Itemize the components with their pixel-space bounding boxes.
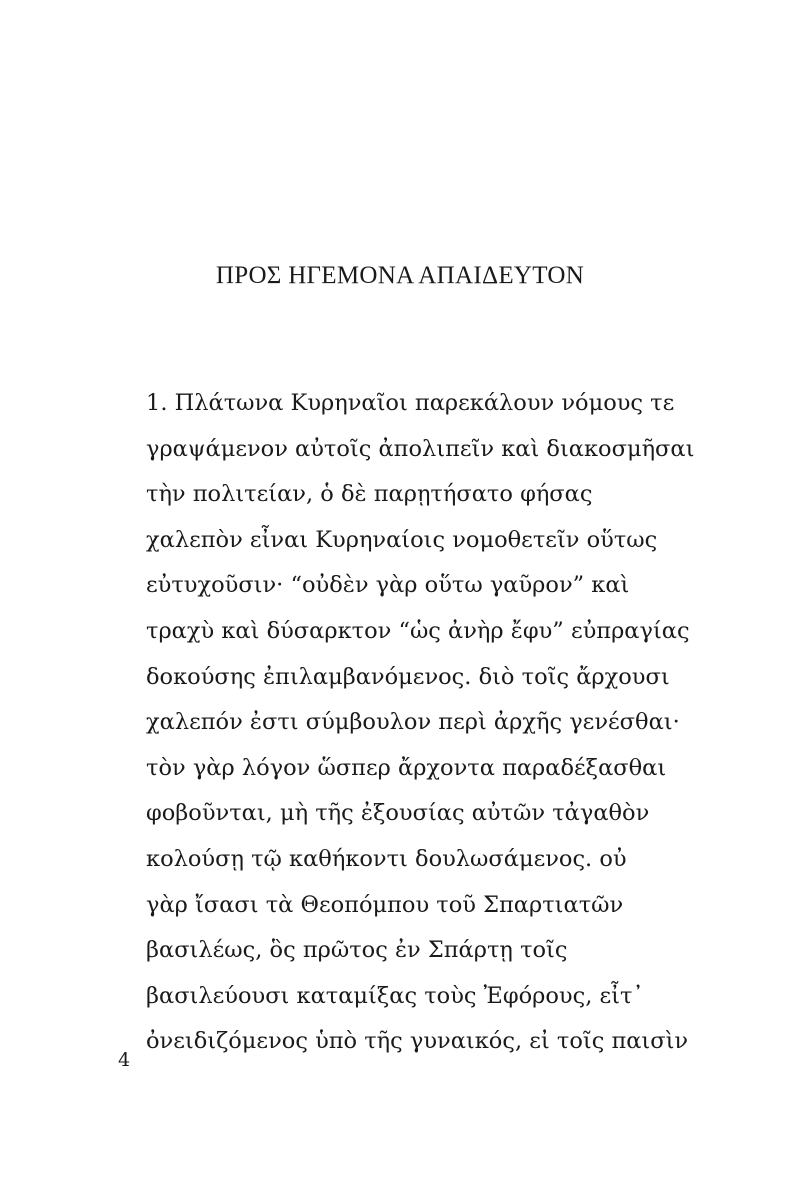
text-line: κολούσῃ τῷ καθήκοντι δουλωσάμενος. οὐ bbox=[146, 845, 627, 872]
text-line: γραψάμενον αὐτοῖς ἀπολιπεῖν καὶ διακοσμῆσαι bbox=[146, 435, 695, 462]
body-text bbox=[146, 381, 706, 1065]
page-number: 4 bbox=[118, 1049, 131, 1071]
text-line: τραχὺ καὶ δύσαρκτον “ὡς ἀνὴρ ἔφυ” εὐπραγίας bbox=[146, 617, 690, 644]
text-line: τὸν γὰρ λόγον ὥσπερ ἄρχοντα παραδέξασθαι bbox=[146, 754, 667, 781]
page-title: ΠΡΟΣ ΗΓΕΜΟΝΑ ΑΠΑΙΔΕΥΤΟΝ bbox=[215, 262, 585, 289]
text-line: γὰρ ἴσασι τὰ Θεοπόμπου τοῦ Σπαρτιατῶν bbox=[146, 891, 624, 918]
text-line: ὀνειδιζόμενος ὑπὸ τῆς γυναικός, εἰ τοῖς παισὶν bbox=[146, 1028, 689, 1055]
text-line: βασιλέως, ὃς πρῶτος ἐν Σπάρτῃ τοῖς bbox=[146, 937, 568, 964]
text-line: δοκούσης ἐπιλαμβανόμενος. διὸ τοῖς ἄρχουσι bbox=[146, 663, 670, 690]
text-line: εὐτυχοῦσιν· “οὐδὲν γὰρ οὕτω γαῦρον” καὶ bbox=[146, 572, 630, 599]
text-line: 1. Πλάτωνα Κυρηναῖοι παρεκάλουν νόμους τε bbox=[146, 390, 675, 416]
text-line: χαλεπόν ἐστι σύμβουλον περὶ ἀρχῆς γενέσθαι· bbox=[146, 709, 680, 736]
text-line: βασιλεύουσι καταμίξας τοὺς Ἐφόρους, εἶτ᾽ bbox=[146, 982, 644, 1009]
text-line: τὴν πολιτείαν, ὁ δὲ παρῃτήσατο φήσας bbox=[146, 481, 593, 508]
text-line: χαλεπὸν εἶναι Κυρηναίοις νομοθετεῖν οὕτως bbox=[146, 526, 658, 553]
text-line: φοβοῦνται, μὴ τῆς ἐξουσίας αὐτῶν τἀγαθὸν bbox=[146, 800, 650, 827]
